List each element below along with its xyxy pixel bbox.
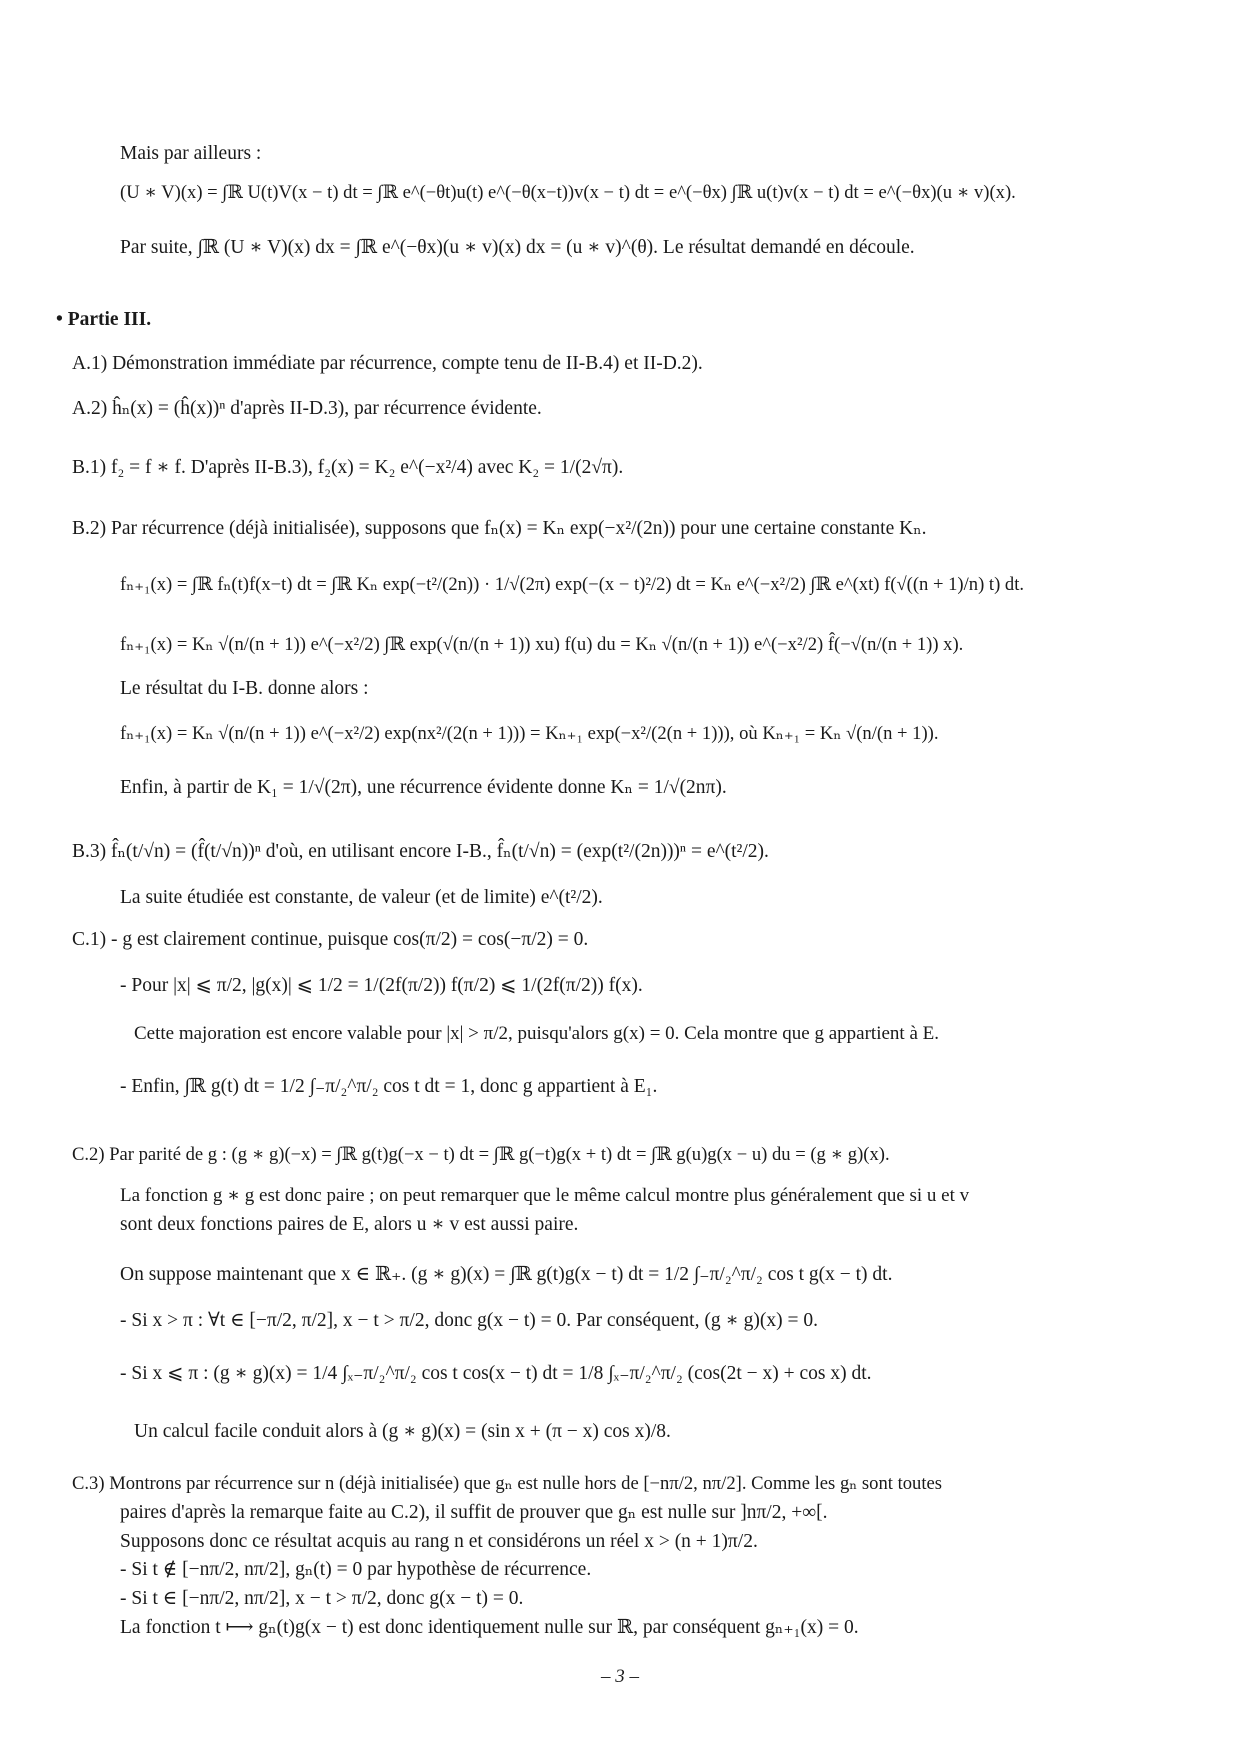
text-line: - Si t ∈ [−nπ/2, nπ/2], x − t > π/2, donc g(x − t) = 0.	[120, 1588, 524, 1609]
equation-line: On suppose maintenant que x ∈ ℝ₊. (g ∗ g)(x) = ∫ℝ g(t)g(x − t) dt = 1/2 ∫₋π/₂^π/₂ cos t g(x − t) dt.	[120, 1264, 893, 1285]
equation-line: B.2) Par récurrence (déjà initialisée), supposons que fₙ(x) = Kₙ exp(−x²/(2n)) pour une certaine constante Kₙ.	[72, 518, 927, 539]
equation-line: fₙ₊₁(x) = Kₙ √(n/(n + 1)) e^(−x²/2) exp(nx²/(2(n + 1))) = Kₙ₊₁ exp(−x²/(2(n + 1))), où Kₙ₊₁ = Kₙ √(n/(n + 1)).	[120, 723, 939, 744]
text-line: La fonction t ⟼ gₙ(t)g(x − t) est donc identiquement nulle sur ℝ, par conséquent gₙ₊₁(x) = 0.	[120, 1617, 859, 1638]
text-line: C.1) - g est clairement continue, puisque cos(π/2) = cos(−π/2) = 0.	[72, 929, 589, 950]
equation-line: B.3) f̂ₙ(t/√n) = (f̂(t/√n))ⁿ d'où, en utilisant encore I-B., f̂ₙ(t/√n) = (exp(t²/(2n)))ⁿ = e^(t²/2).	[72, 841, 769, 862]
text-line: Le résultat du I-B. donne alors :	[120, 678, 369, 699]
equation-line: A.2) ĥₙ(x) = (ĥ(x))ⁿ d'après II-D.3), par récurrence évidente.	[72, 398, 542, 419]
equation-line: C.2) Par parité de g : (g ∗ g)(−x) = ∫ℝ g(t)g(−x − t) dt = ∫ℝ g(−t)g(x + t) dt = ∫ℝ g(u)g(x − u) du = (g ∗ g)(x).	[72, 1144, 890, 1165]
text-line: sont deux fonctions paires de E, alors u ∗ v est aussi paire.	[120, 1214, 579, 1235]
equation-line: (U ∗ V)(x) = ∫ℝ U(t)V(x − t) dt = ∫ℝ e^(−θt)u(t) e^(−θ(x−t))v(x − t) dt = e^(−θx) ∫ℝ u(t)v(x − t) dt = e^(−θx)(u ∗ v)(x).	[120, 182, 1016, 203]
section-heading: • Partie III.	[56, 309, 152, 330]
text-line: C.3) Montrons par récurrence sur n (déjà initialisée) que gₙ est nulle hors de [−nπ/2, nπ/2]. Comme les gₙ sont toutes	[72, 1473, 942, 1494]
page-number: – 3 –	[601, 1666, 639, 1687]
equation-line: B.1) f₂ = f ∗ f. D'après II-B.3), f₂(x) = K₂ e^(−x²/4) avec K₂ = 1/(2√π).	[72, 457, 624, 478]
text-line: Cette majoration est encore valable pour |x| > π/2, puisqu'alors g(x) = 0. Cela montre que g appartient à E.	[134, 1023, 939, 1044]
equation-line: fₙ₊₁(x) = Kₙ √(n/(n + 1)) e^(−x²/2) ∫ℝ exp(√(n/(n + 1)) xu) f(u) du = Kₙ √(n/(n + 1)) e^(−x²/2) f̂(−√(n/(n + 1)) x).	[120, 634, 964, 655]
equation-line: Enfin, à partir de K₁ = 1/√(2π), une récurrence évidente donne Kₙ = 1/√(2nπ).	[120, 777, 727, 798]
text-line: A.1) Démonstration immédiate par récurrence, compte tenu de II-B.4) et II-D.2).	[72, 353, 703, 374]
equation-line: Par suite, ∫ℝ (U ∗ V)(x) dx = ∫ℝ e^(−θx)(u ∗ v)(x) dx = (u ∗ v)^(θ). Le résultat demandé en découle.	[120, 237, 915, 258]
text-line: La fonction g ∗ g est donc paire ; on peut remarquer que le même calcul montre plus généralement que si u et v	[120, 1185, 970, 1206]
equation-line: - Si x > π : ∀t ∈ [−π/2, π/2], x − t > π/2, donc g(x − t) = 0. Par conséquent, (g ∗ g)(x) = 0.	[120, 1310, 818, 1331]
equation-line: Un calcul facile conduit alors à (g ∗ g)(x) = (sin x + (π − x) cos x)/8.	[134, 1421, 671, 1442]
equation-line: - Enfin, ∫ℝ g(t) dt = 1/2 ∫₋π/₂^π/₂ cos t dt = 1, donc g appartient à E₁.	[120, 1076, 658, 1097]
equation-line: - Si x ⩽ π : (g ∗ g)(x) = 1/4 ∫ₓ₋π/₂^π/₂ cos t cos(x − t) dt = 1/8 ∫ₓ₋π/₂^π/₂ (cos(2t − x) + cos x) dt.	[120, 1363, 872, 1384]
equation-line: fₙ₊₁(x) = ∫ℝ fₙ(t)f(x−t) dt = ∫ℝ Kₙ exp(−t²/(2n)) · 1/√(2π) exp(−(x − t)²/2) dt = Kₙ e^(−x²/2) ∫ℝ e^(xt) f(√((n + 1)/n) t) dt.	[120, 574, 1025, 595]
equation-line: - Pour |x| ⩽ π/2, |g(x)| ⩽ 1/2 = 1/(2f(π/2)) f(π/2) ⩽ 1/(2f(π/2)) f(x).	[120, 975, 643, 996]
text-line: paires d'après la remarque faite au C.2), il suffit de prouver que gₙ est nulle sur ]nπ/2, +∞[.	[120, 1502, 828, 1523]
text-line: Mais par ailleurs :	[120, 143, 262, 164]
text-line: - Si t ∉ [−nπ/2, nπ/2], gₙ(t) = 0 par hypothèse de récurrence.	[120, 1559, 592, 1580]
text-line: La suite étudiée est constante, de valeur (et de limite) e^(t²/2).	[120, 887, 603, 908]
text-line: Supposons donc ce résultat acquis au rang n et considérons un réel x > (n + 1)π/2.	[120, 1531, 758, 1552]
